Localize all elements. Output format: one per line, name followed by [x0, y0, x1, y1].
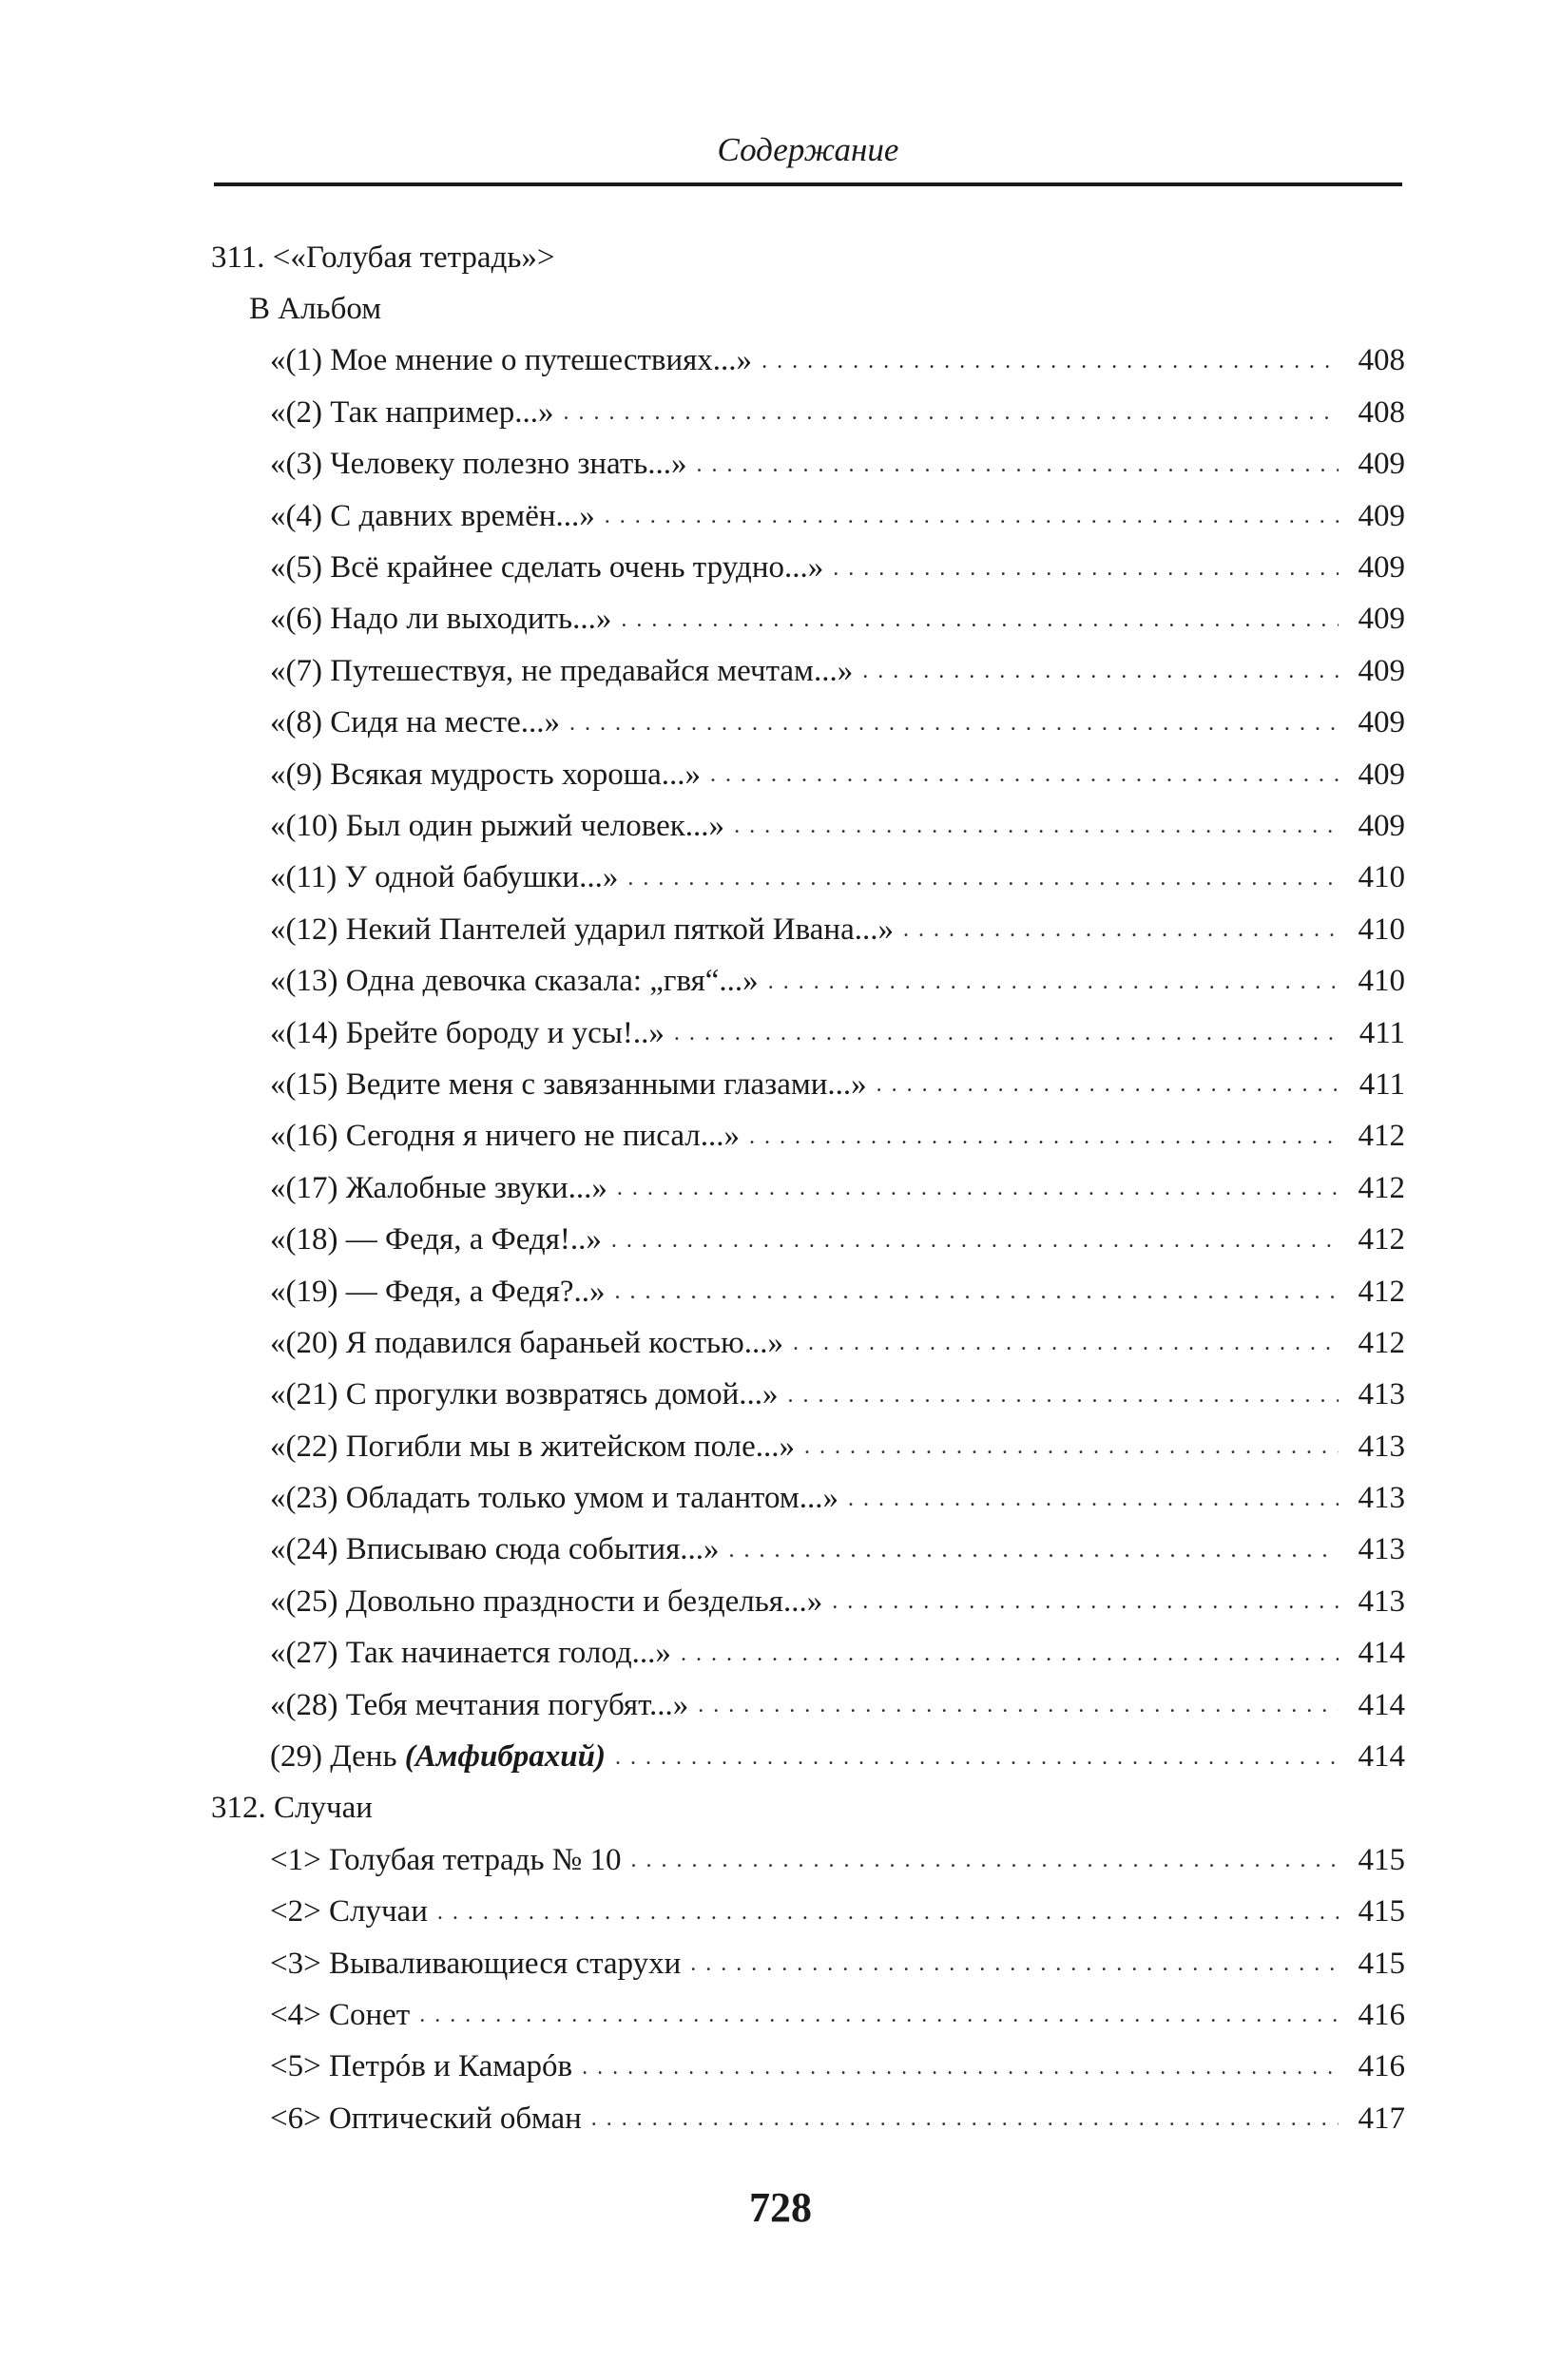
table-of-contents	[211, 232, 1405, 2144]
toc-entry-title: «(4) С давних времён...»	[270, 498, 595, 533]
toc-entry-title: <4> Сонет	[270, 1997, 411, 2032]
dot-leader	[569, 698, 1339, 749]
toc-entry-title: «(9) Всякая мудрость хороша...»	[270, 757, 702, 792]
toc-entry[interactable]	[211, 1525, 1405, 1576]
toc-entry[interactable]	[211, 698, 1405, 749]
toc-entry-page: 408	[1358, 394, 1405, 430]
dot-leader	[832, 1576, 1339, 1627]
toc-entry[interactable]	[211, 853, 1405, 904]
dot-leader	[627, 853, 1339, 904]
toc-entry-page: 413	[1358, 1532, 1405, 1567]
toc-entry[interactable]	[211, 1266, 1405, 1317]
toc-entry-title: «(7) Путешествуя, не предавайся мечтам...»	[270, 653, 854, 688]
toc-entry-title: «(22) Погибли мы в житейском поле...»	[270, 1429, 796, 1464]
dot-leader	[903, 904, 1339, 955]
dot-leader	[697, 439, 1339, 490]
dot-leader	[611, 1215, 1339, 1266]
toc-entry-title: «(19) — Федя, а Федя?..»	[270, 1274, 606, 1309]
toc-entry-title: «(5) Всё крайнее сделать очень трудно...»	[270, 550, 824, 585]
toc-entry-title: «(16) Сегодня я ничего не писал...»	[270, 1119, 740, 1154]
toc-entry-page: 408	[1358, 343, 1405, 378]
toc-entry-title: «(10) Был один рыжий человек...»	[270, 808, 725, 843]
toc-entry[interactable]	[211, 490, 1405, 542]
toc-entry[interactable]	[211, 1472, 1405, 1524]
page-number: 728	[749, 2184, 812, 2231]
toc-entry-page: 413	[1358, 1429, 1405, 1464]
toc-entry-title: «(3) Человеку полезно знать...»	[270, 447, 687, 482]
toc-section-312-title[interactable]	[211, 1783, 1405, 1834]
toc-entry-page: 416	[1358, 1997, 1405, 2032]
dot-leader	[563, 387, 1339, 438]
toc-entry-title: «(13) Одна девочка сказала: „гвя“...»	[270, 964, 759, 999]
toc-entry[interactable]	[211, 749, 1405, 800]
toc-entry-title: «(25) Довольно праздности и безделья...»	[270, 1583, 823, 1619]
toc-entry-title: «(17) Жалобные звуки...»	[270, 1170, 607, 1205]
toc-entry[interactable]	[211, 955, 1405, 1007]
toc-entry[interactable]	[211, 1370, 1405, 1421]
toc-entry-page: 415	[1358, 1894, 1405, 1929]
dot-leader	[833, 543, 1339, 594]
toc-entry[interactable]	[211, 1887, 1405, 1938]
toc-entry-page: 414	[1358, 1739, 1405, 1775]
toc-entry-page: 409	[1358, 447, 1405, 482]
toc-entry-page: 409	[1358, 653, 1405, 688]
toc-entry-title: «(2) Так например...»	[270, 394, 554, 430]
toc-entry[interactable]	[211, 2042, 1405, 2093]
dot-leader	[734, 800, 1339, 852]
toc-entry[interactable]	[211, 1008, 1405, 1059]
toc-entry-page: 411	[1359, 1015, 1405, 1050]
toc-entry-page: 414	[1358, 1687, 1405, 1722]
toc-entry-page: 409	[1358, 498, 1405, 533]
toc-entry-title: «(12) Некий Пантелей ударил пяткой Ивана...»	[270, 912, 894, 947]
toc-entry-page: 410	[1358, 860, 1405, 895]
toc-entry-page: 409	[1358, 602, 1405, 637]
dot-leader	[419, 1989, 1339, 2041]
dot-leader	[862, 645, 1339, 697]
toc-entry-title: <5> Петрóв и Камарóв	[270, 2049, 573, 2084]
toc-entry[interactable]	[211, 1576, 1405, 1627]
section-title: 311. <«Голубая тетрадь»>	[211, 240, 555, 275]
toc-entry-title: «(15) Ведите меня с завязанными глазами...»	[270, 1066, 867, 1102]
dot-leader	[787, 1370, 1339, 1421]
toc-entry-title: «(8) Сидя на месте...»	[270, 705, 560, 740]
toc-entry[interactable]	[211, 387, 1405, 438]
toc-entry-title: «(11) У одной бабушки...»	[270, 860, 619, 895]
toc-entry-page: 412	[1358, 1222, 1405, 1257]
toc-entry-title: <1> Голубая тетрадь № 10	[270, 1842, 622, 1877]
toc-entry-title-main: (29) День	[270, 1739, 405, 1775]
toc-entry[interactable]	[211, 1989, 1405, 2041]
header-rule	[214, 182, 1402, 186]
toc-entry[interactable]	[211, 1162, 1405, 1214]
toc-entry-page: 416	[1358, 2049, 1405, 2084]
toc-entry-page: 409	[1358, 550, 1405, 585]
toc-section-311-title[interactable]	[211, 232, 1405, 283]
dot-leader	[437, 1887, 1339, 1938]
toc-entry[interactable]	[211, 439, 1405, 490]
toc-entry-title: «(28) Тебя мечтания погубят...»	[270, 1687, 689, 1722]
toc-entry-page: 413	[1358, 1583, 1405, 1619]
toc-entry-page: 413	[1358, 1377, 1405, 1412]
toc-entry-page: 417	[1358, 2101, 1405, 2136]
dot-leader	[793, 1317, 1339, 1369]
dot-leader	[729, 1525, 1339, 1576]
toc-entry[interactable]	[211, 1731, 1405, 1782]
running-header-title: Содержание	[717, 131, 899, 168]
toc-entry-page: 410	[1358, 912, 1405, 947]
toc-entry-title: «(20) Я подавился бараньей костью...»	[270, 1325, 783, 1360]
dot-leader	[630, 1834, 1339, 1886]
toc-entry-title-italic: (Амфибрахий)	[404, 1739, 606, 1775]
toc-entry-page: 409	[1358, 705, 1405, 740]
toc-entry[interactable]	[211, 1059, 1405, 1110]
toc-entry-page: 413	[1358, 1481, 1405, 1516]
dot-leader	[621, 594, 1339, 645]
toc-entry-title: «(18) — Федя, а Федя!..»	[270, 1222, 602, 1257]
dot-leader	[615, 1732, 1339, 1783]
toc-entry[interactable]	[211, 904, 1405, 955]
toc-entry[interactable]	[211, 1834, 1405, 1886]
toc-entry[interactable]	[211, 1111, 1405, 1162]
toc-entry-page: 412	[1358, 1119, 1405, 1154]
dot-leader	[749, 1111, 1339, 1162]
dot-leader	[690, 1938, 1339, 1989]
toc-entry[interactable]	[211, 1628, 1405, 1679]
section-title: 312. Случаи	[211, 1791, 373, 1826]
dot-leader	[615, 1266, 1339, 1317]
toc-entry-page: 411	[1359, 1066, 1405, 1102]
dot-leader	[848, 1473, 1339, 1525]
toc-entry[interactable]	[211, 1938, 1405, 1989]
toc-entry-title: <3> Вываливающиеся старухи	[270, 1946, 682, 1981]
toc-entry-title: «(27) Так начинается голод...»	[270, 1636, 671, 1671]
toc-entry-title: «(21) С прогулки возвратясь домой...»	[270, 1377, 779, 1412]
toc-entry[interactable]	[211, 336, 1405, 387]
toc-entry[interactable]	[211, 1214, 1405, 1265]
toc-entry-page: 415	[1358, 1842, 1405, 1877]
dot-leader	[681, 1628, 1339, 1679]
toc-entry-page: 412	[1358, 1170, 1405, 1205]
dot-leader	[877, 1059, 1339, 1110]
subheading: В Альбом	[249, 292, 382, 327]
toc-entry-title: «(14) Брейте бороду и усы!..»	[270, 1015, 665, 1050]
dot-leader	[761, 336, 1339, 387]
toc-entry[interactable]	[211, 645, 1405, 697]
toc-entry-page: 409	[1358, 757, 1405, 792]
toc-entry-page: 412	[1358, 1274, 1405, 1309]
toc-entry[interactable]	[211, 1421, 1405, 1472]
toc-entry-page: 412	[1358, 1325, 1405, 1360]
dot-leader	[617, 1162, 1339, 1214]
toc-entry-title: <2> Случаи	[270, 1894, 428, 1929]
dot-leader	[605, 490, 1339, 542]
dot-leader	[710, 749, 1339, 800]
dot-leader	[698, 1679, 1339, 1731]
toc-entry-title: <6> Оптический обман	[270, 2101, 582, 2136]
toc-entry[interactable]	[211, 542, 1405, 593]
dot-leader	[768, 956, 1339, 1008]
toc-entry-title: «(6) Надо ли выходить...»	[270, 602, 612, 637]
toc-entry-page: 415	[1358, 1946, 1405, 1981]
dot-leader	[804, 1421, 1339, 1472]
toc-entry[interactable]	[211, 800, 1405, 852]
toc-section-311-subheading[interactable]	[211, 283, 1405, 335]
toc-entry[interactable]	[211, 2093, 1405, 2144]
toc-entry-title: «(1) Мое мнение о путешествиях...»	[270, 343, 753, 378]
dot-leader	[674, 1008, 1339, 1059]
toc-entry-title	[270, 1739, 606, 1775]
toc-entry-page: 409	[1358, 808, 1405, 843]
toc-entry[interactable]	[211, 594, 1405, 645]
toc-entry-title: «(24) Вписываю сюда события...»	[270, 1532, 720, 1567]
toc-entry-title: «(23) Обладать только умом и талантом...»	[270, 1481, 839, 1516]
dot-leader	[582, 2042, 1339, 2093]
dot-leader	[591, 2093, 1339, 2144]
toc-entry[interactable]	[211, 1679, 1405, 1731]
toc-entry[interactable]	[211, 1317, 1405, 1369]
toc-entry-page: 410	[1358, 964, 1405, 999]
toc-entry-page: 414	[1358, 1636, 1405, 1671]
